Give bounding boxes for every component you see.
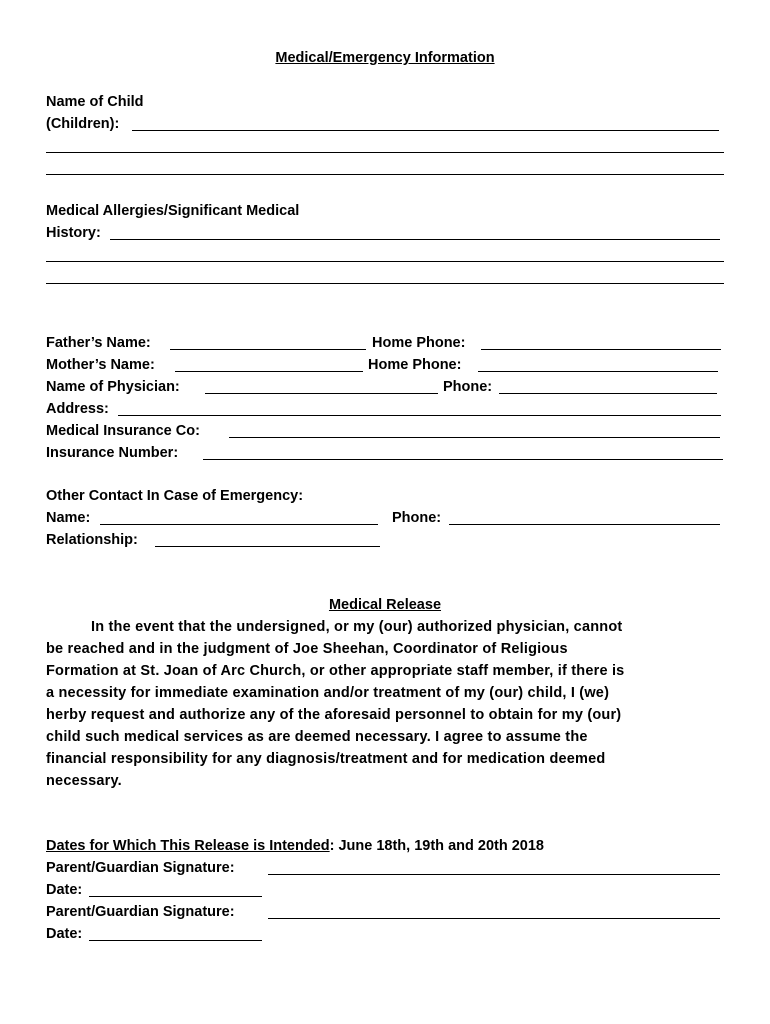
allergies-label: Medical Allergies/Significant Medical (46, 203, 300, 219)
father-phone-label: Home Phone: (372, 335, 466, 351)
emergency-name-field[interactable] (100, 524, 378, 525)
date-label-1: Date: (46, 882, 83, 898)
date-label-2: Date: (46, 926, 83, 942)
address-label: Address: (46, 401, 109, 417)
physician-name-field[interactable] (205, 393, 438, 394)
emergency-phone-field[interactable] (449, 524, 720, 525)
page-title: Medical/Emergency Information (275, 50, 495, 66)
emergency-contact-heading: Other Contact In Case of Emergency: (46, 488, 304, 504)
release-dates (46, 837, 544, 855)
emergency-phone-label: Phone: (392, 510, 442, 526)
guardian-signature-field-1[interactable] (268, 874, 720, 875)
allergies-field[interactable] (110, 239, 720, 240)
release-line: financial responsibility for any diagnosis/treatment and for medication deemed (46, 751, 606, 767)
mother-phone-field[interactable] (478, 371, 718, 372)
insurance-company-label: Medical Insurance Co: (46, 423, 200, 439)
father-name-field[interactable] (170, 349, 366, 350)
child-name-label: Name of Child (46, 94, 144, 110)
insurance-number-field[interactable] (203, 459, 723, 460)
release-line: be reached and in the judgment of Joe Sheehan, Coordinator of Religious (46, 641, 568, 657)
guardian-signature-label-2: Parent/Guardian Signature: (46, 904, 235, 920)
physician-phone-field[interactable] (499, 393, 717, 394)
physician-name-label: Name of Physician: (46, 379, 180, 395)
medical-release-paragraph (46, 616, 728, 792)
child-name-label-cont: (Children): (46, 116, 120, 132)
guardian-signature-field-2[interactable] (268, 918, 720, 919)
insurance-number-label: Insurance Number: (46, 445, 179, 461)
allergies-label-cont: History: (46, 225, 101, 241)
emergency-relationship-field[interactable] (155, 546, 380, 547)
child-name-field-line-2[interactable] (46, 152, 724, 153)
child-name-field-line-3[interactable] (46, 174, 724, 175)
release-line: child such medical services as are deemed necessary. I agree to assume the (46, 729, 588, 745)
date-field-2[interactable] (89, 940, 262, 941)
release-dates-label: Dates for Which This Release is Intended (46, 838, 330, 854)
address-field[interactable] (118, 415, 721, 416)
medical-release-title: Medical Release (328, 597, 442, 613)
release-line: In the event that the undersigned, or my (our) authorized physician, cannot (91, 619, 623, 635)
allergies-field-line-3[interactable] (46, 283, 724, 284)
emergency-relationship-label: Relationship: (46, 532, 138, 548)
father-phone-field[interactable] (481, 349, 721, 350)
emergency-name-label: Name: (46, 510, 91, 526)
insurance-company-field[interactable] (229, 437, 720, 438)
release-dates-value: : June 18th, 19th and 20th 2018 (329, 838, 544, 854)
child-name-field[interactable] (132, 130, 719, 131)
allergies-field-line-2[interactable] (46, 261, 724, 262)
release-line: herby request and authorize any of the aforesaid personnel to obtain for my (our) (46, 707, 622, 723)
guardian-signature-label-1: Parent/Guardian Signature: (46, 860, 235, 876)
release-line: Formation at St. Joan of Arc Church, or other appropriate staff member, if there is (46, 663, 625, 679)
physician-phone-label: Phone: (443, 379, 493, 395)
release-line: necessary. (46, 773, 122, 789)
father-name-label: Father’s Name: (46, 335, 151, 351)
release-line: a necessity for immediate examination and/or treatment of my (our) child, I (we) (46, 685, 610, 701)
mother-phone-label: Home Phone: (368, 357, 462, 373)
date-field-1[interactable] (89, 896, 262, 897)
mother-name-field[interactable] (175, 371, 363, 372)
mother-name-label: Mother’s Name: (46, 357, 155, 373)
